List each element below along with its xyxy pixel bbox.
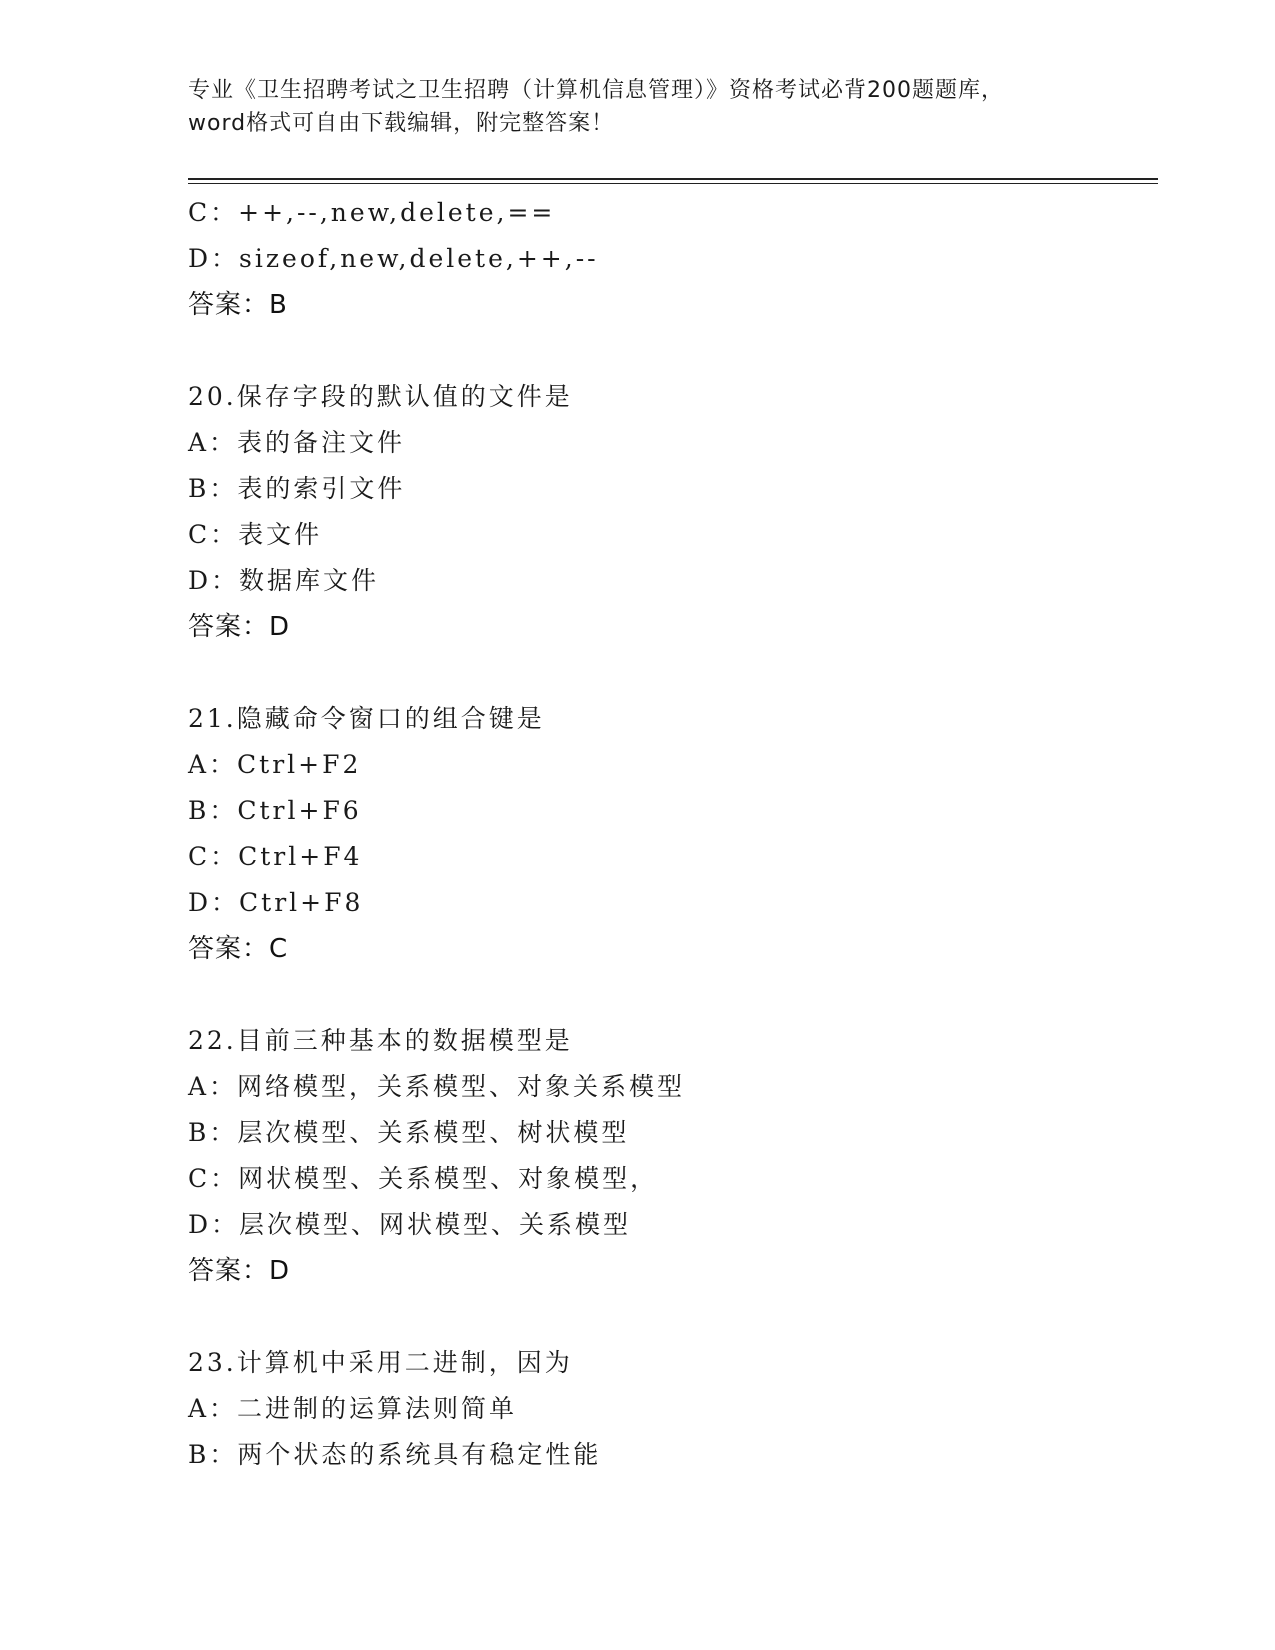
option-c: C：网状模型、关系模型、对象模型， [188,1164,659,1193]
option-c: C：++,--,new,delete,== [188,198,556,227]
option-a: A：二进制的运算法则简单 [188,1394,518,1423]
option-d: D：数据库文件 [188,566,380,595]
question-23 [188,1340,1148,1478]
option-c: C：表文件 [188,520,323,549]
option-c: C：Ctrl+F4 [188,842,363,871]
option-b: B：两个状态的系统具有稳定性能 [188,1440,602,1469]
header-title-line-1: 专业《卫生招聘考试之卫生招聘（计算机信息管理）》资格考试必背200题题库， [188,78,1004,103]
spacer [188,1294,1148,1340]
option-d: D：Ctrl+F8 [188,888,364,917]
option-d: D：层次模型、网状模型、关系模型 [188,1210,632,1239]
option-a: A：Ctrl+F2 [188,750,362,779]
question-list [188,190,1148,1478]
answer-line: 答案：D [188,612,291,642]
question-22 [188,1018,1148,1294]
answer-line: 答案：B [188,290,288,320]
answer-line: 答案：C [188,934,289,964]
option-a: A：表的备注文件 [188,428,406,457]
option-b: B：层次模型、关系模型、树状模型 [188,1118,630,1147]
header-divider-thick [188,178,1158,180]
option-b: B：Ctrl+F6 [188,796,362,825]
spacer [188,650,1148,696]
option-b: B：表的索引文件 [188,474,406,503]
option-d: D：sizeof,new,delete,++,-- [188,244,599,273]
question-19-continued [188,190,1148,328]
document-header [188,74,1088,140]
question-title: 20.保存字段的默认值的文件是 [188,382,573,411]
question-21 [188,696,1148,972]
spacer [188,328,1148,374]
question-20 [188,374,1148,650]
header-title-line-2: word格式可自由下载编辑，附完整答案！ [188,111,615,136]
header-divider-thin [188,183,1158,184]
answer-line: 答案：D [188,1256,291,1286]
question-title: 22.目前三种基本的数据模型是 [188,1026,573,1055]
spacer [188,972,1148,1018]
question-title: 23.计算机中采用二进制，因为 [188,1348,573,1377]
question-title: 21.隐藏命令窗口的组合键是 [188,704,545,733]
option-a: A：网络模型，关系模型、对象关系模型 [188,1072,686,1101]
